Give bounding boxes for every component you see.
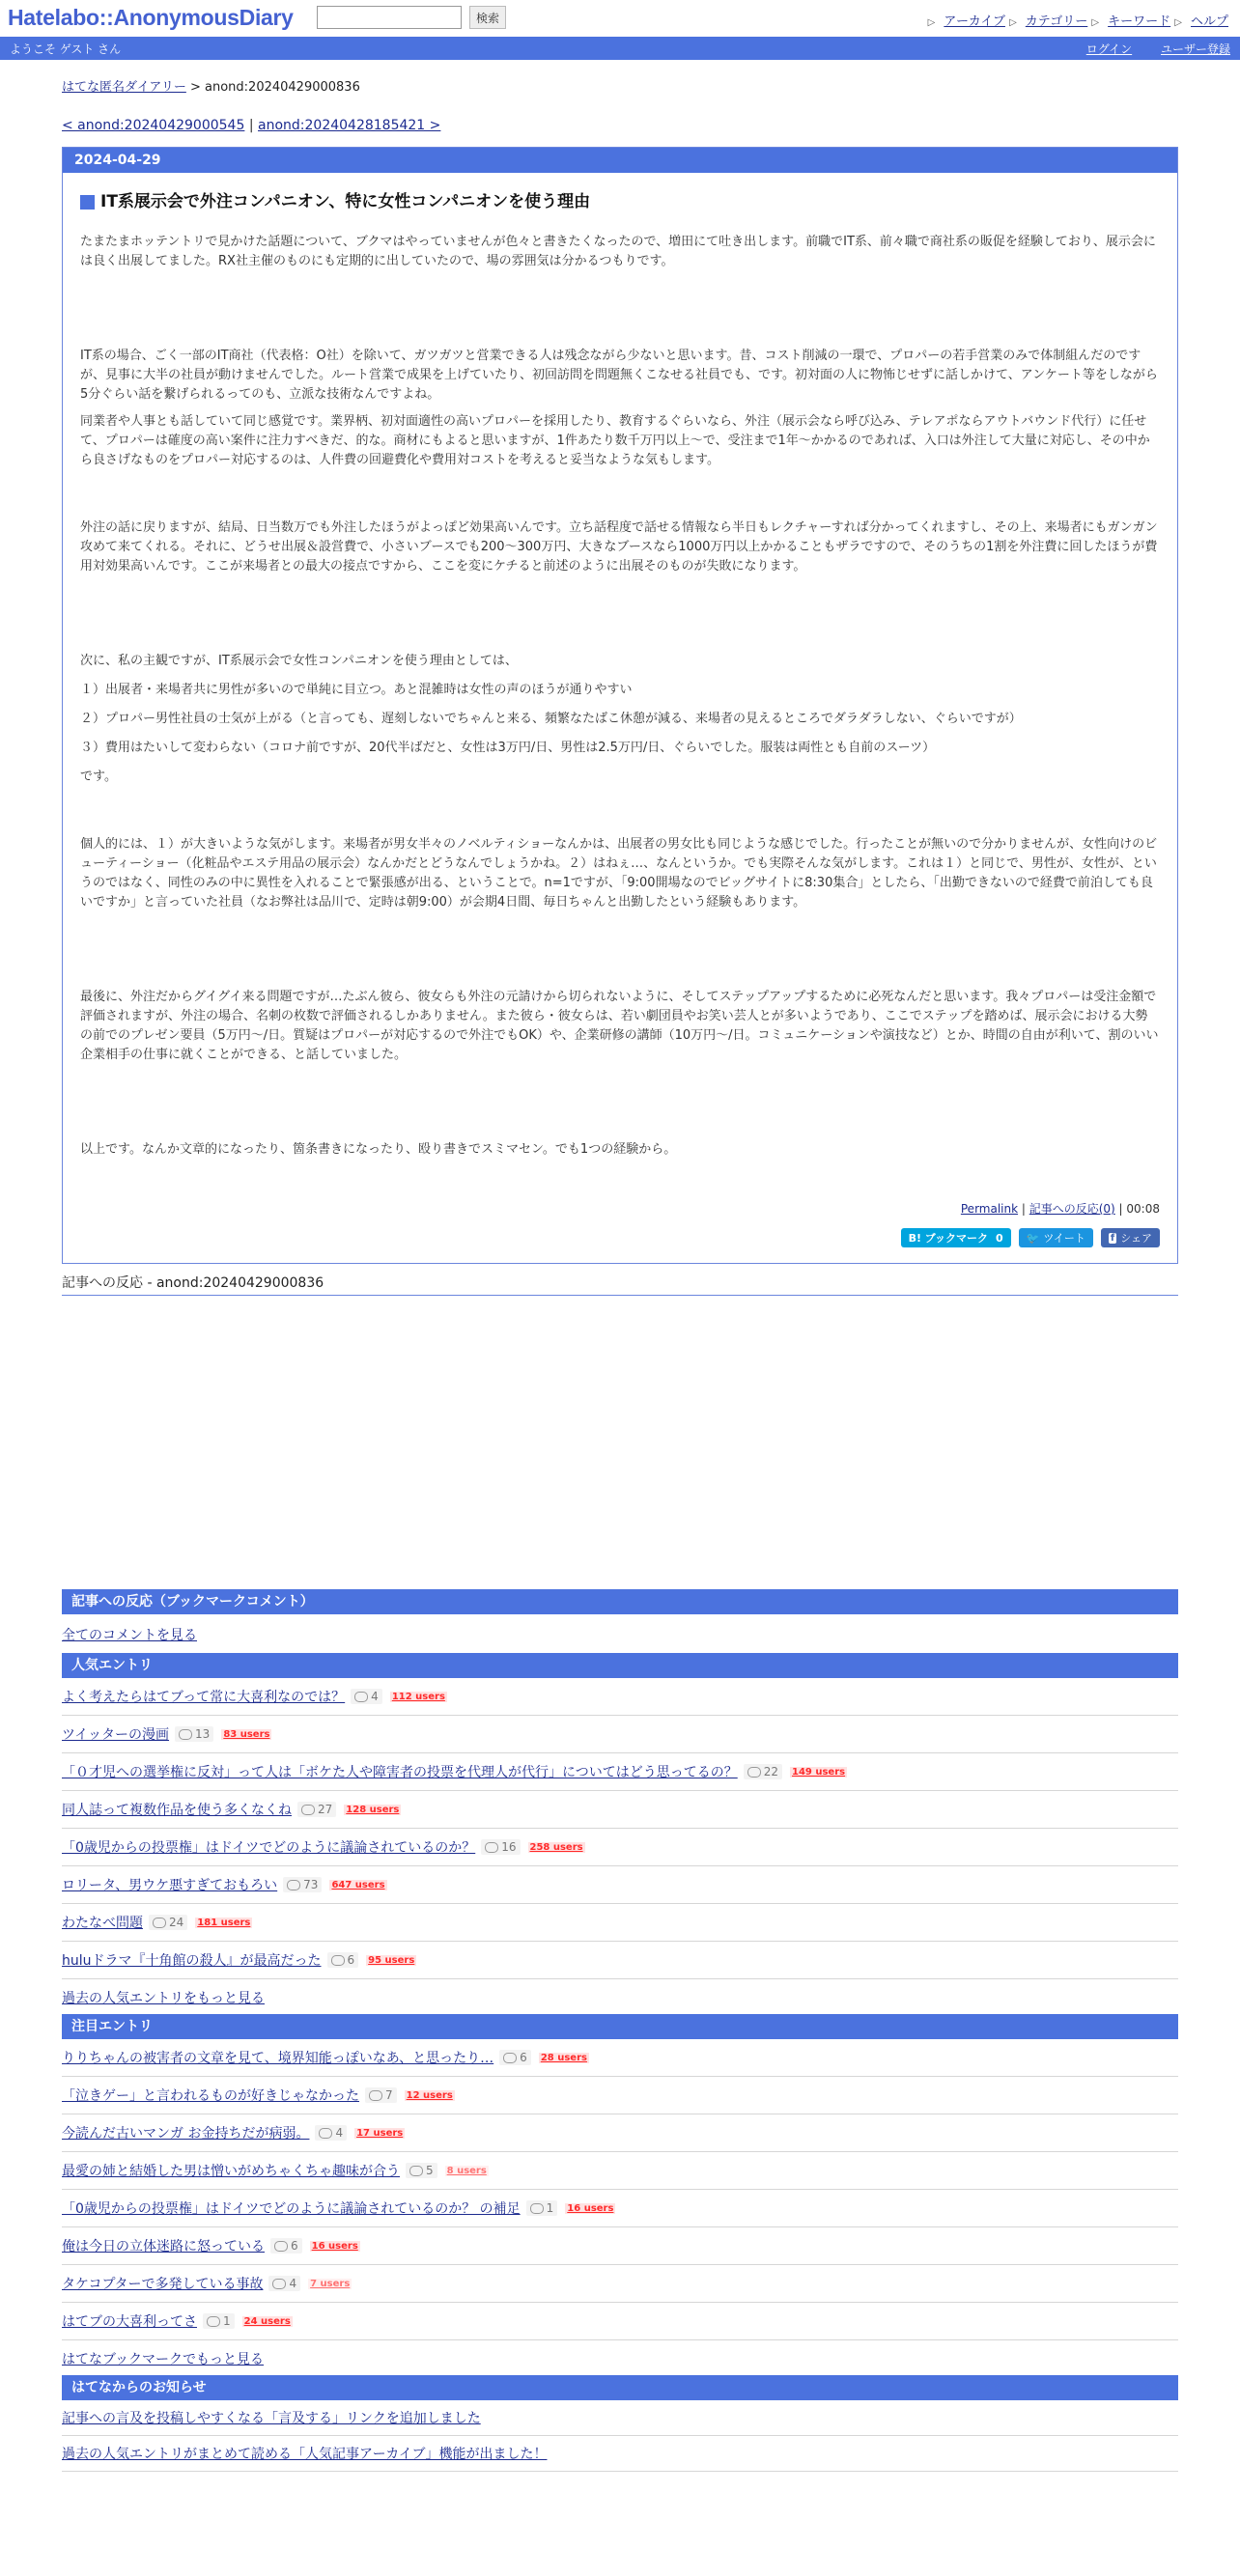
entry-link[interactable]: 同人誌って複数作品を使う多くなくね bbox=[62, 1803, 292, 1818]
entry-link[interactable]: はてブの大喜利ってさ bbox=[62, 2314, 197, 2330]
greeting-bar bbox=[0, 37, 1240, 60]
nav-archive[interactable]: アーカイブ bbox=[944, 14, 1005, 29]
entry-link[interactable]: 「0歳児からの投票権」はドイツでどのように議論されているのか？ の補足 bbox=[62, 2201, 521, 2217]
entry-link[interactable]: ロリータ、男ウケ悪すぎておもろい bbox=[62, 1878, 278, 1893]
paragraph: 個人的には、１）が大きいような気がします。来場者が男女半々のノベルティショーなんかは、出展者の男女比も同じような感じでした。行ったことが無いので分かりませんが、女性向けのビューティーショー（化粧品やエステ用品の展示会）なんかだとどうなんでしょうかね。２）はねぇ…、なんというか。でも実際そんな気がします。これは１）と同じで、男性が、女性が、というのではなく、同性のみの中に異性を入れることで緊張感が出る、ということで。n=1ですが、「9:00開場なのでビッグサイトに8:30集合」としたら、「出勤できないので経費で前泊しても良いですか」と言っていた社員（なお弊社は品川で、定時は朝9:00）が会期4日間、毎日ちゃんと出勤したという経験もあります。 bbox=[80, 837, 1158, 910]
entry-link[interactable]: 「０才児への選挙権に反対」って人は「ボケた人や障害者の投票を代理人が代行」についてはどう思ってるの？ bbox=[62, 1765, 738, 1780]
triangle-right-icon: ▷ bbox=[927, 17, 936, 28]
comment-count[interactable]: 1 bbox=[203, 2313, 235, 2329]
bookmark-count: 0 bbox=[996, 1231, 1003, 1245]
entry-item bbox=[62, 1753, 1178, 1791]
comment-count[interactable]: 13 bbox=[175, 1726, 213, 1742]
users-badge[interactable]: 24 users bbox=[243, 2315, 291, 2327]
speech-bubble-icon bbox=[153, 1918, 166, 1928]
comment-count[interactable]: 4 bbox=[315, 2125, 347, 2141]
entry-link[interactable]: りりちゃんの被害者の文章を見て、境界知能っぽいなあ、と思ったり… bbox=[62, 2051, 494, 2066]
comment-count[interactable]: 6 bbox=[327, 1952, 359, 1968]
comment-count[interactable]: 73 bbox=[283, 1877, 322, 1892]
site-header bbox=[0, 0, 1240, 37]
entry-item bbox=[62, 2227, 1178, 2265]
facebook-share-button[interactable]: f シェア bbox=[1101, 1228, 1160, 1247]
next-entry-link[interactable]: anond:20240428185421 > bbox=[258, 118, 441, 133]
search-input[interactable] bbox=[317, 6, 462, 29]
entry-link[interactable]: 「0歳児からの投票権」はドイツでどのように議論されているのか？ bbox=[62, 1840, 476, 1856]
notice-link[interactable]: 過去の人気エントリがまとめて読める「人気記事アーカイブ」機能が出ました！ bbox=[62, 2447, 548, 2462]
speech-bubble-icon bbox=[274, 2241, 288, 2252]
users-badge[interactable]: 95 users bbox=[368, 1954, 415, 1966]
users-badge[interactable]: 7 users bbox=[310, 2278, 351, 2289]
entry-content bbox=[80, 233, 1160, 1160]
entry-item bbox=[62, 1791, 1178, 1829]
bird-icon: 🐦 bbox=[1026, 1231, 1040, 1245]
paragraph: 以上です。なんか文章的になったり、箇条書きになったり、殴り書きでスミマセン。でも1つの経験から。 bbox=[80, 1142, 677, 1157]
speech-bubble-icon bbox=[331, 1955, 345, 1966]
prev-entry-link[interactable]: < anond:20240429000545 bbox=[62, 118, 245, 133]
entry-item bbox=[62, 2077, 1178, 2114]
speech-bubble-icon bbox=[747, 1767, 761, 1778]
entry-link[interactable]: わたなべ問題 bbox=[62, 1916, 143, 1931]
entry-pager: < anond:20240429000545 | anond:20240428185421 > bbox=[62, 118, 441, 133]
top-nav bbox=[928, 11, 1228, 29]
entry-time: 00:08 bbox=[1126, 1202, 1160, 1216]
speech-bubble-icon bbox=[319, 2128, 332, 2139]
users-badge[interactable]: 181 users bbox=[197, 1917, 251, 1928]
speech-bubble-icon bbox=[207, 2316, 220, 2327]
entry-link[interactable]: huluドラマ『十角館の殺人』が最高だった bbox=[62, 1953, 322, 1969]
entry-item bbox=[62, 1829, 1178, 1866]
comment-count[interactable]: 22 bbox=[744, 1764, 782, 1779]
paragraph: ３）費用はたいして変わらない（コロナ前ですが、20代半ばだと、女性は3万円/日、男性は2.5万円/日、ぐらいでした。服装は両性とも自前のスーツ） bbox=[80, 741, 936, 755]
all-comments-link[interactable]: 全てのコメントを見る bbox=[62, 1628, 197, 1643]
title-square-icon bbox=[80, 195, 95, 210]
users-badge[interactable]: 149 users bbox=[792, 1766, 846, 1778]
entry-item bbox=[62, 2114, 1178, 2152]
users-badge[interactable]: 83 users bbox=[223, 1728, 270, 1740]
entry-item bbox=[62, 1942, 1178, 1979]
users-badge[interactable]: 28 users bbox=[540, 2052, 587, 2063]
register-link[interactable]: ユーザー登録 bbox=[1160, 42, 1230, 56]
speech-bubble-icon bbox=[409, 2166, 423, 2176]
comment-count[interactable]: 27 bbox=[297, 1802, 336, 1817]
paragraph: たまたまホッテントリで見かけた話題について、ブクマはやっていませんが色々と書きたくなったので、増田にて吐き出します。前職でIT系、前々職で商社系の販促を経験しており、展示会には良く出展してました。RX社主催のものにも定期的に出していたので、場の雰囲気は分かるつもりです。 bbox=[80, 235, 1156, 268]
paragraph: 同業者や人事とも話していて同じ感覚です。業界柄、初対面適性の高いプロパーを採用したり、教育するぐらいなら、外注（展示会なら呼び込み、テレアポならアウトバウンド代行）に任せて、プロパーは確度の高い案件に注力すべきだ、的な。商材にもよると思いますが、1件あたり数千万円以上〜で、受注まで1年〜かかるのであれば、入口は外注して大量に対応し、その中から良さげなものをプロパー対応するのは、人件費の回避費化や費用対コストを考えると妥当なような気もします。 bbox=[80, 414, 1150, 467]
speech-bubble-icon bbox=[369, 2090, 382, 2101]
tweet-button[interactable]: 🐦 ツイート bbox=[1019, 1228, 1093, 1247]
paragraph: です。 bbox=[80, 770, 117, 784]
paragraph: 外注の話に戻りますが、結局、日当数万でも外注したほうがよっぽど効果高いんです。立ち話程度で話せる情報なら半日もレクチャーすれば分かってくれますし、その上、来場者にもガンガン攻めて来てくれる。それに、どうせ出展＆設営費で、小さいブースでも200〜300万円、大きなブースなら1000万円以上かかることもザラですので、そのうちの1割を外注費に回したほうが費用対効果高いんです。ここが来場者との最大の接点ですから、ここを変にケチると前述のように出展そのものが失敗になります。 bbox=[80, 520, 1158, 574]
triangle-right-icon: ▷ bbox=[1009, 17, 1017, 28]
speech-bubble-icon bbox=[301, 1805, 315, 1815]
hatena-bookmark-button[interactable]: B! ブックマーク 0 bbox=[901, 1228, 1011, 1247]
popular-entries-header: 人気エントリ bbox=[62, 1653, 1178, 1678]
speech-bubble-icon bbox=[530, 2203, 544, 2214]
attention-entries-list bbox=[62, 2039, 1178, 2340]
entry-item bbox=[62, 1678, 1178, 1716]
comment-count[interactable]: 1 bbox=[526, 2200, 558, 2216]
share-buttons bbox=[80, 1228, 1160, 1247]
entry-title-text: IT系展示会で外注コンパニオン、特に女性コンパニオンを使う理由 bbox=[100, 192, 591, 211]
entry-item bbox=[62, 2265, 1178, 2303]
facebook-icon: f bbox=[1110, 1232, 1115, 1244]
comment-count[interactable]: 4 bbox=[268, 2276, 300, 2291]
notices-header: はてなからのお知らせ bbox=[62, 2375, 1178, 2400]
users-badge[interactable]: 17 users bbox=[356, 2127, 404, 2139]
login-link[interactable]: ログイン bbox=[1085, 42, 1133, 56]
entry-item bbox=[62, 2303, 1178, 2340]
speech-bubble-icon bbox=[179, 1729, 192, 1740]
users-badge[interactable]: 12 users bbox=[406, 2089, 453, 2101]
site-logo[interactable]: Hatelabo::AnonymousDiary bbox=[8, 5, 294, 30]
comment-count[interactable]: 16 bbox=[481, 1839, 520, 1855]
reactions-title: 記事への反応 - anond:20240429000836 bbox=[62, 1274, 1178, 1296]
main-content bbox=[62, 60, 1178, 2472]
paragraph: １）出展者・来場者共に男性が多いので単純に目立つ。あと混雑時は女性の声のほうが通りやすい bbox=[80, 683, 633, 697]
users-badge[interactable]: 112 users bbox=[391, 1691, 445, 1702]
notice-item bbox=[62, 2400, 1178, 2436]
comment-count[interactable]: 6 bbox=[499, 2050, 531, 2065]
users-badge[interactable]: 16 users bbox=[567, 2202, 614, 2214]
entry-link[interactable]: 今読んだ古いマンガ お金持ちだが病弱。 bbox=[62, 2126, 310, 2142]
notices-list bbox=[62, 2400, 1178, 2472]
comment-count[interactable]: 24 bbox=[149, 1915, 187, 1930]
entry-item bbox=[62, 1904, 1178, 1942]
entry-item bbox=[62, 2152, 1178, 2190]
comment-count[interactable]: 5 bbox=[406, 2163, 437, 2178]
reaction-count-link[interactable]: 記事への反応(0) bbox=[1029, 1202, 1115, 1216]
entry-title bbox=[80, 190, 1160, 213]
speech-bubble-icon bbox=[485, 1842, 498, 1853]
popular-entries-list bbox=[62, 1678, 1178, 1979]
breadcrumb-home[interactable]: はてな匿名ダイアリー bbox=[62, 80, 186, 95]
bookmark-comments-header: 記事への反応（ブックマークコメント） bbox=[62, 1589, 1178, 1614]
day-date: 2024-04-29 bbox=[63, 148, 1177, 173]
paragraph: IT系の場合、ごく一部のIT商社（代表格：O社）を除いて、ガツガツと営業できる人は残念ながら少ないと思います。昔、コスト削減の一環で、プロパーの若手営業のみで体制組んだのですが、見事に大半の社員が動けませんでした。ルート営業で成果を上げていたり、初回訪問を問題無くこなせる社員でも、です。初対面の人に物怖じせずに話しかけて、アンケート等をしながら5分ぐらい話を繋げられるってのも、立派な技術なんですよね。 bbox=[80, 349, 1158, 402]
users-badge[interactable]: 16 users bbox=[311, 2240, 358, 2252]
speech-bubble-icon bbox=[503, 2053, 517, 2063]
search-form bbox=[317, 6, 506, 29]
attention-entries-header: 注目エントリ bbox=[62, 2014, 1178, 2039]
notice-item bbox=[62, 2436, 1178, 2472]
paragraph: ２）プロパー男性社員の士気が上がる（と言っても、遅刻しないでちゃんと来る、頻繁なたばこ休憩が減る、来場者の見えるところでダラダラしない、ぐらいですが） bbox=[80, 712, 1022, 726]
entry-link[interactable]: 俺は今日の立体迷路に怒っている bbox=[62, 2239, 265, 2254]
entry-item bbox=[62, 2190, 1178, 2227]
entry-link[interactable]: 「泣きゲー」と言われるものが好きじゃなかった bbox=[62, 2088, 359, 2104]
notice-link[interactable]: 記事への言及を投稿しやすくなる「言及する」リンクを追加しました bbox=[62, 2411, 481, 2426]
speech-bubble-icon bbox=[287, 1880, 300, 1890]
more-bookmark-link[interactable]: はてなブックマークでもっと見る bbox=[62, 2352, 265, 2367]
nav-keyword[interactable]: キーワード bbox=[1108, 14, 1171, 29]
breadcrumb-current: anond:20240429000836 bbox=[205, 80, 360, 95]
permalink[interactable]: Permalink bbox=[960, 1202, 1019, 1216]
entry-footer: Permalink | 記事への反応(0) | 00:08 bbox=[960, 1202, 1160, 1216]
entry-link[interactable]: ツイッターの漫画 bbox=[62, 1727, 170, 1743]
breadcrumb: はてな匿名ダイアリー > anond:20240429000836 bbox=[62, 80, 360, 95]
speech-bubble-icon bbox=[272, 2279, 286, 2289]
entry-body bbox=[63, 190, 1177, 1263]
comment-count[interactable]: 6 bbox=[270, 2238, 302, 2254]
triangle-right-icon: ▷ bbox=[1091, 17, 1100, 28]
entry-link[interactable]: タケコプターで多発している事故 bbox=[62, 2277, 264, 2292]
entry-link[interactable]: 最愛の姉と結婚した男は憎いがめちゃくちゃ趣味が合う bbox=[62, 2164, 400, 2179]
comment-count[interactable]: 7 bbox=[365, 2087, 397, 2103]
nav-help[interactable]: ヘルプ bbox=[1190, 14, 1228, 29]
users-badge[interactable]: 258 users bbox=[529, 1841, 583, 1853]
entry-item bbox=[62, 1716, 1178, 1753]
more-popular-link[interactable]: 過去の人気エントリをもっと見る bbox=[62, 1991, 265, 2006]
greeting-text: ようこそ ゲスト さん bbox=[10, 42, 122, 56]
users-badge[interactable]: 8 users bbox=[446, 2165, 487, 2176]
entry-item bbox=[62, 2039, 1178, 2077]
speech-bubble-icon bbox=[354, 1692, 368, 1702]
paragraph: 最後に、外注だからグイグイ来る問題ですが…たぶん彼ら、彼女らも外注の元請けから切られないように、そしてステップアップするために必死なんだと思います。我々プロパーは受注金額で評価されますが、外注の場合、名刺の枚数で評価されるしかありません。また彼ら・彼女らは、若い劇団員やお笑い芸人とが多いようであり、ここでステップを踏めば、展示会における大勢の前でのプレゼン要員（5万円〜/日。質疑はプロパーが対応するので外注でもOK）や、企業研修の講師（10万円〜/日。コミュニケーションや演技など）とか、時間の自由が利いて、割のいい企業相手の仕事に就くことができる、と話していました。 bbox=[80, 990, 1159, 1062]
blank-area bbox=[62, 1296, 1178, 1589]
comment-count[interactable]: 4 bbox=[351, 1689, 382, 1704]
search-button[interactable]: 検索 bbox=[469, 6, 506, 29]
users-badge[interactable]: 128 users bbox=[346, 1804, 400, 1815]
diary-day bbox=[62, 147, 1178, 1264]
users-badge[interactable]: 647 users bbox=[331, 1879, 385, 1890]
nav-category[interactable]: カテゴリー bbox=[1025, 14, 1088, 29]
entry-link[interactable]: よく考えたらはてブって常に大喜利なのでは？ bbox=[62, 1690, 346, 1705]
triangle-right-icon: ▷ bbox=[1174, 17, 1182, 28]
paragraph: 次に、私の主観ですが、IT系展示会で女性コンパニオンを使う理由としては、 bbox=[80, 654, 518, 668]
entry-item bbox=[62, 1866, 1178, 1904]
